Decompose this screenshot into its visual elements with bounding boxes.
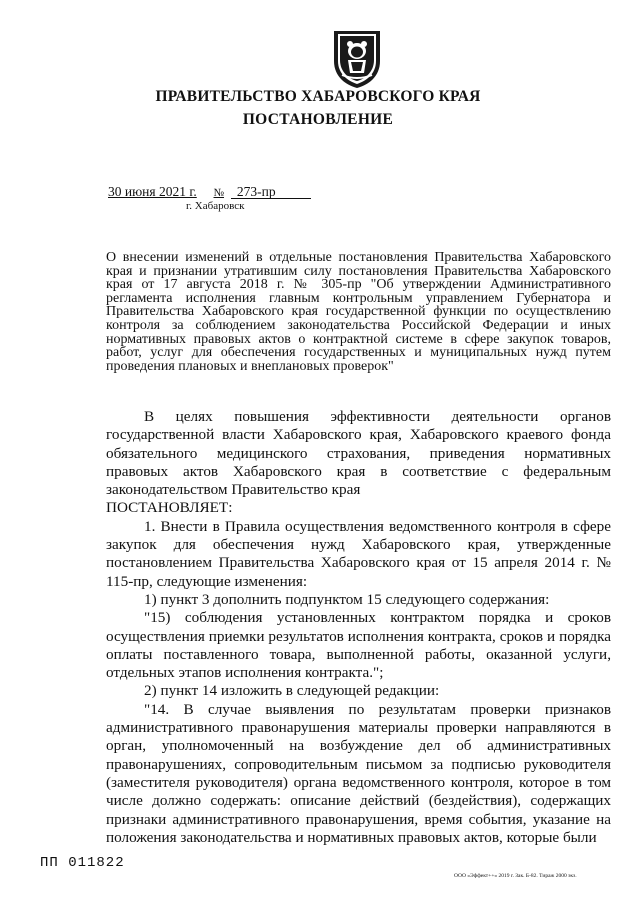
item-1-1-text-paragraph: "15) соблюдения установленных контрактом порядка и сроков осуществления приемки результатов исполнения контракта, сроков и порядка оплаты поставленного товара, выполненной работы, оказанной услуги, отдельных этапов исполнения контракта."; [106,609,611,682]
organization-title: ПРАВИТЕЛЬСТВО ХАБАРОВСКОГО КРАЯ [155,88,481,105]
document-place: г. Хабаровск [186,200,245,212]
item-1-2-text-paragraph: "14. В случае выявления по результатам проверки признаков административного правонарушения материалы проверки направляются в орган, уполномоченный на возбуждение дел об административных правонарушениях, сопроводительным письмом за подписью руководителя (заместителя руководителя) органа ведомственного контроля, которое в том числе должно содержать: описание действий (бездействия), содержащих признаки административного правонарушения, время события, указание на положения законодательства и нормативных правовых актов, которые были [106,700,611,846]
number-sign: № [213,187,225,199]
item-1-paragraph: 1. Внести в Правила осуществления ведомственного контроля в сфере закупок для обеспечения нужд Хабаровского края, утвержденные постановлением Правительства Хабаровского края от 15 апреля 2014 г. № 115-пр, следующие изменения: [106,517,611,590]
document-type: ПОСТАНОВЛЕНИЕ [242,111,394,128]
document-subject: О внесении изменений в отдельные постановления Правительства Хабаровского края и признании утратившим силу постановления Правительства Хабаровского края от 17 августа 2018 г. № 305-пр "Об утверждении Административного регламента исполнения главным контрольным управлением Губернатора и Правительства Хабаровского края государственной функции по осуществлению контроля за соблюдением законодательства Российской Федерации и иных нормативных правовых актов о контрактной системе в сфере закупок товаров, работ, услуг для обеспечения государственных и муниципальных нужд путем проведения плановых и внеплановых проверок" [106,250,611,374]
item-1-2-paragraph: 2) пункт 14 изложить в следующей редакции: [144,682,440,700]
item-1-1-paragraph: 1) пункт 3 дополнить подпунктом 15 следующего содержания: [144,590,550,608]
resolves-heading: ПОСТАНОВЛЯЕТ: [106,499,233,517]
form-serial-number: ПП 011822 [40,855,125,871]
document-date: 30 июня 2021 г. [108,184,197,199]
preamble-paragraph: В целях повышения эффективности деятельности органов государственной власти Хабаровского края, Хабаровского краевого фонда обязательного медицинского страхования, приведения нормативных правовых актов Хабаровского края в соответствие с федеральным законодательством Правительство края [106,408,611,499]
document-body [106,408,611,847]
printer-imprint: ООО «Эффект++» 2019 г. Зак. Б-82. Тираж 2000 экз. [454,873,577,879]
coat-of-arms-icon [328,27,386,89]
document-number: 273-пр [231,185,311,199]
date-number-line [108,184,311,200]
